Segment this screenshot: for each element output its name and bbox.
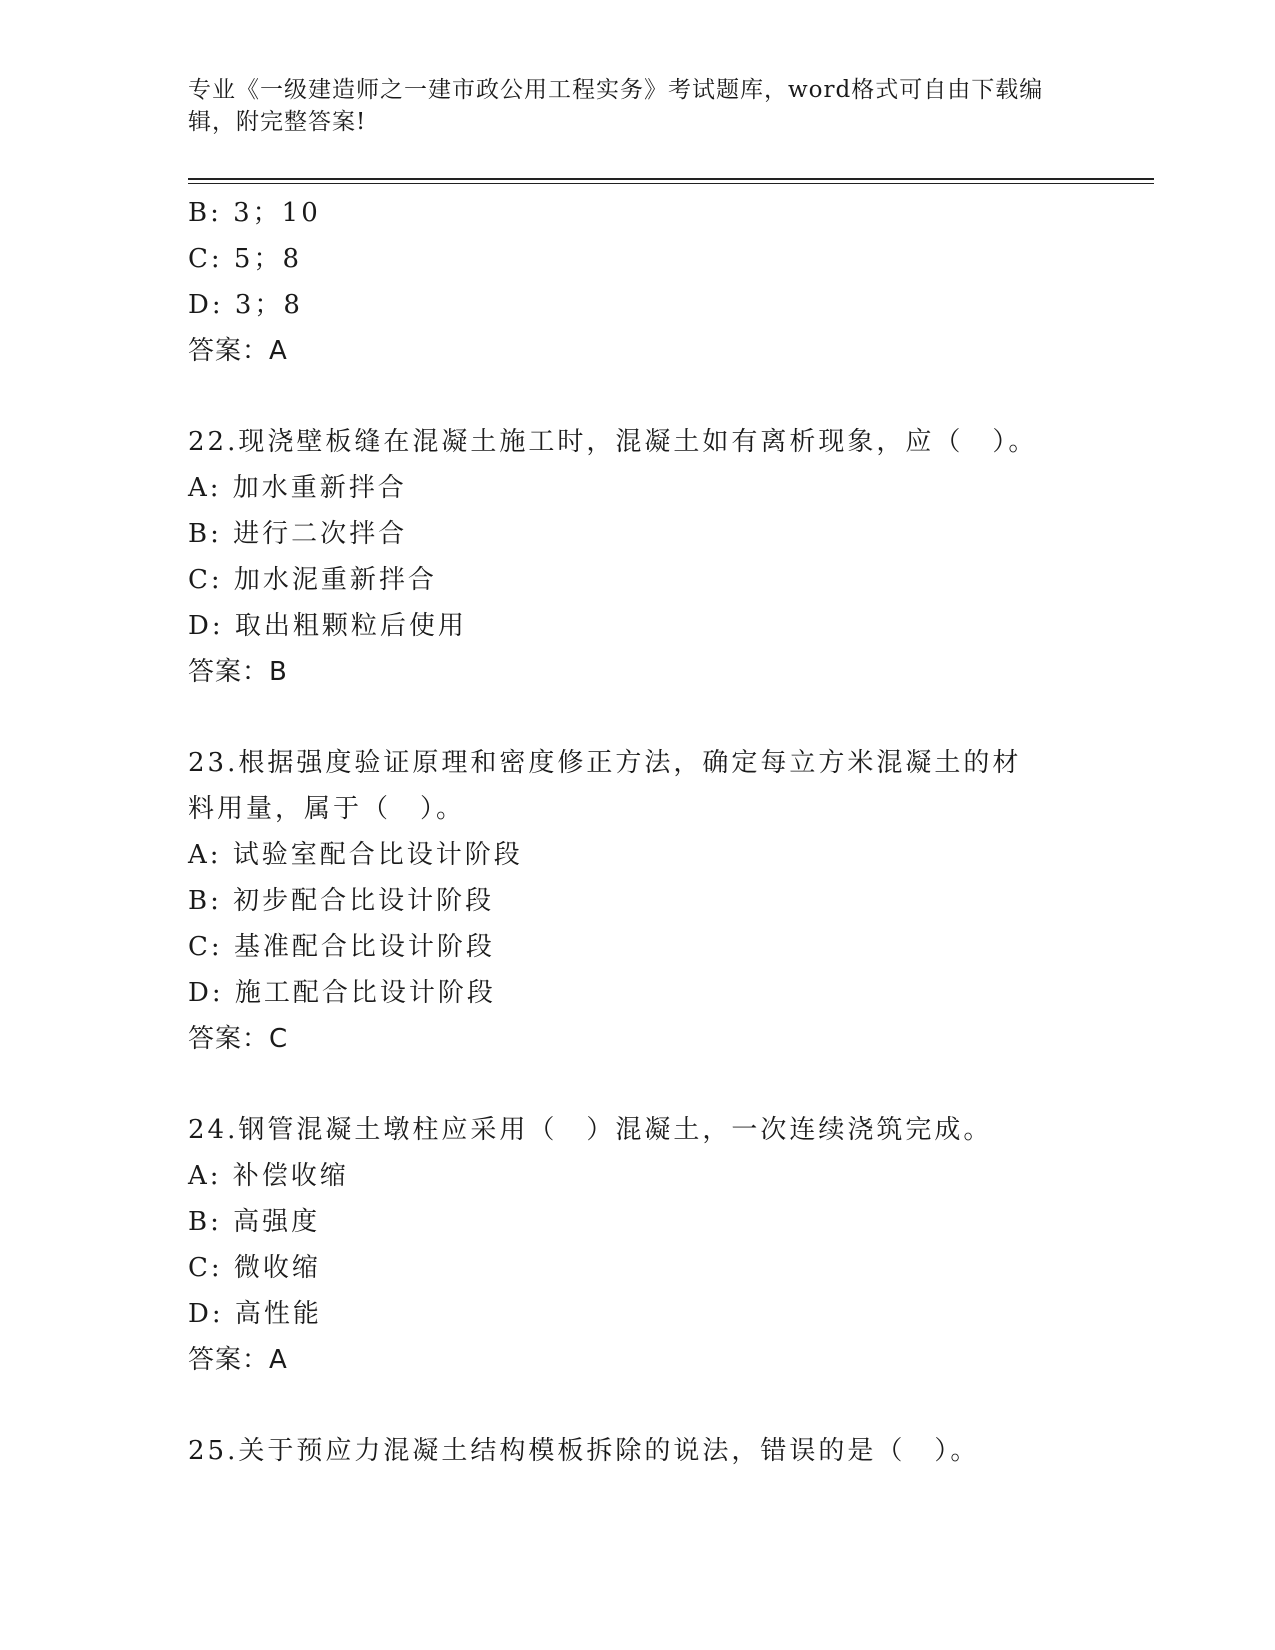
option-b: B: 高强度 [188,1207,321,1237]
question-block-23 [188,740,1088,1062]
spacer [188,695,1088,740]
document-header: 专业《一级建造师之一建市政公用工程实务》考试题库，word格式可自由下载编辑，附完整答案! [188,77,1044,135]
question-text: 25.关于预应力混凝土结构模板拆除的说法，错误的是（ ）。 [188,1436,980,1466]
option-d: D: 施工配合比设计阶段 [188,978,496,1008]
question-list [188,190,1088,1474]
answer-line: 答案：C [188,1024,289,1054]
spacer [188,374,1088,419]
answer-line: 答案：B [188,657,288,687]
option-c: C: 基准配合比设计阶段 [188,932,495,962]
option-c: C: 5；8 [188,244,303,274]
option-b: B: 进行二次拌合 [188,519,408,549]
question-text: 23.根据强度验证原理和密度修正方法，确定每立方米混凝土的材料用量，属于（ ）。 [188,748,1022,824]
option-b: B: 初步配合比设计阶段 [188,886,495,916]
question-block-24 [188,1107,1088,1383]
question-block-25 [188,1428,1088,1474]
option-b: B: 3；10 [188,198,321,228]
option-d: D: 3；8 [188,290,303,320]
answer-line: 答案：A [188,1345,288,1375]
option-c: C: 加水泥重新拌合 [188,565,437,595]
answer-line: 答案：A [188,336,288,366]
header-divider-thin [188,183,1154,184]
spacer [188,1062,1088,1107]
option-a: A: 加水重新拌合 [188,473,407,503]
header-divider-thick [188,178,1154,180]
option-c: C: 微收缩 [188,1253,321,1283]
question-text: 22.现浇壁板缝在混凝土施工时，混凝土如有离析现象，应（ ）。 [188,427,1038,457]
option-d: D: 高性能 [188,1299,322,1329]
option-d: D: 取出粗颗粒后使用 [188,611,467,641]
carryover-block [188,190,1088,374]
question-text: 24.钢管混凝土墩柱应采用（ ）混凝土，一次连续浇筑完成。 [188,1115,993,1145]
question-block-22 [188,419,1088,695]
option-a: A: 补偿收缩 [188,1161,349,1191]
option-a: A: 试验室配合比设计阶段 [188,840,523,870]
spacer [188,1383,1088,1428]
